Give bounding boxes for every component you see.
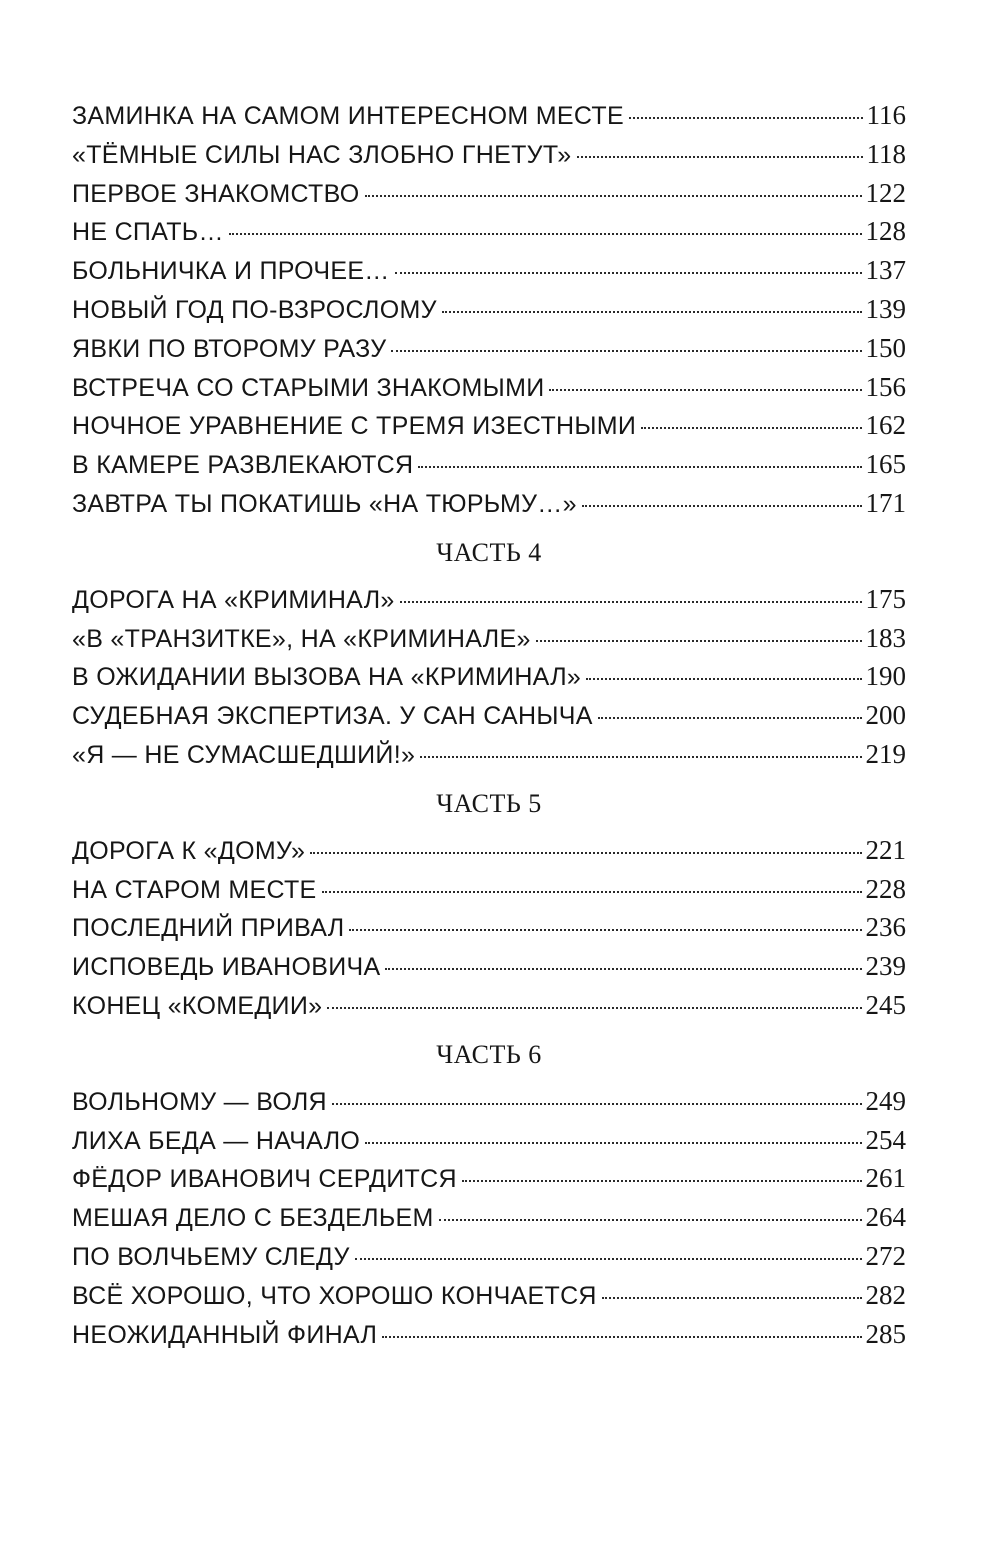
toc-entry-title: НЕОЖИДАННЫЙ ФИНАЛ [72, 1320, 378, 1349]
toc-entry [72, 1241, 906, 1280]
toc-entry-title: «Я — НЕ СУМАСШЕДШИЙ!» [72, 740, 416, 769]
toc-entry-page: 139 [865, 293, 906, 324]
toc-entry-page: 156 [865, 371, 906, 402]
toc-entry [72, 1280, 906, 1319]
dot-leader [439, 1219, 862, 1221]
dot-leader [641, 427, 861, 429]
toc-entry-page: 165 [865, 449, 906, 480]
toc-entry-title: В ОЖИДАНИИ ВЫЗОВА НА «КРИМИНАЛ» [72, 663, 582, 692]
toc-entry-title: ПО ВОЛЧЬЕМУ СЛЕДУ [72, 1242, 350, 1271]
toc-entry [72, 372, 906, 411]
toc-entry-title: ВСТРЕЧА СО СТАРЫМИ ЗНАКОМЫМИ [72, 373, 545, 402]
toc-entry-page: 245 [865, 989, 906, 1020]
dot-leader [385, 968, 861, 970]
toc-entry-title: ВСЁ ХОРОШО, ЧТО ХОРОШО КОНЧАЕТСЯ [72, 1281, 597, 1310]
toc-entry [72, 255, 906, 294]
dot-leader [310, 852, 861, 854]
dot-leader [349, 929, 861, 931]
toc-entry-page: 236 [865, 912, 906, 943]
toc-entry-page: 239 [865, 951, 906, 982]
toc-entry-page: 254 [865, 1124, 906, 1155]
toc-entry [72, 661, 906, 700]
toc-entry [72, 739, 906, 778]
table-of-contents [72, 100, 906, 1357]
toc-entry-title: В КАМЕРЕ РАЗВЛЕКАЮТСЯ [72, 451, 414, 480]
toc-section-part-5 [72, 785, 906, 1029]
dot-leader [382, 1336, 861, 1338]
toc-section-continued [72, 100, 906, 527]
toc-entry-title: ЛИХА БЕДА — НАЧАЛО [72, 1126, 361, 1155]
toc-entry [72, 912, 906, 951]
toc-entry-title: ДОРОГА НА «КРИМИНАЛ» [72, 585, 395, 614]
toc-entry [72, 139, 906, 178]
toc-entry-title: БОЛЬНИЧКА И ПРОЧЕЕ… [72, 257, 390, 286]
toc-entry [72, 951, 906, 990]
toc-entry [72, 449, 906, 488]
toc-entry-title: ПЕРВОЕ ЗНАКОМСТВО [72, 179, 360, 208]
toc-entry-page: 249 [865, 1085, 906, 1116]
toc-entry [72, 1163, 906, 1202]
part-heading: ЧАСТЬ 5 [436, 788, 542, 818]
toc-entry-page: 175 [865, 583, 906, 614]
dot-leader [327, 1007, 861, 1009]
toc-entry-page: 116 [866, 100, 906, 130]
toc-entry-title: ЗАВТРА ТЫ ПОКАТИШЬ «НА ТЮРЬМУ…» [72, 489, 577, 518]
toc-entry-page: 261 [865, 1163, 906, 1194]
toc-entry-page: 221 [865, 834, 906, 865]
toc-entry-title: ЯВКИ ПО ВТОРОМУ РАЗУ [72, 334, 387, 363]
toc-entry-page: 285 [865, 1318, 906, 1349]
dot-leader [536, 640, 862, 642]
toc-entry-page: 282 [865, 1279, 906, 1310]
toc-entry [72, 216, 906, 255]
toc-entry-title: НОВЫЙ ГОД ПО-ВЗРОСЛОМУ [72, 295, 437, 324]
toc-entry [72, 990, 906, 1029]
toc-entry [72, 488, 906, 527]
toc-entry-title: НА СТАРОМ МЕСТЕ [72, 875, 317, 904]
dot-leader [332, 1103, 862, 1105]
toc-entry-title: ПОСЛЕДНИЙ ПРИВАЛ [72, 914, 345, 943]
toc-entry [72, 584, 906, 623]
toc-entry-title: «В «ТРАНЗИТКЕ», НА «КРИМИНАЛЕ» [72, 624, 531, 653]
toc-entry-page: 183 [865, 622, 906, 653]
toc-entry-page: 219 [865, 738, 906, 769]
toc-entry-title: НОЧНОЕ УРАВНЕНИЕ С ТРЕМЯ ИЗЕСТНЫМИ [72, 412, 637, 441]
toc-entry-title: ВОЛЬНОМУ — ВОЛЯ [72, 1087, 327, 1116]
toc-section-part-6 [72, 1036, 906, 1358]
toc-entry-title: МЕШАЯ ДЕЛО С БЕЗДЕЛЬЕМ [72, 1204, 434, 1233]
toc-entry-title: ЗАМИНКА НА САМОМ ИНТЕРЕСНОМ МЕСТЕ [72, 102, 624, 130]
dot-leader [598, 717, 862, 719]
dot-leader [365, 1142, 861, 1144]
dot-leader [629, 117, 863, 119]
toc-entry [72, 1202, 906, 1241]
toc-entry-title: ИСПОВЕДЬ ИВАНОВИЧА [72, 953, 381, 982]
toc-entry [72, 623, 906, 662]
dot-leader [420, 756, 861, 758]
toc-entry [72, 1086, 906, 1125]
toc-entry [72, 874, 906, 913]
dot-leader [462, 1180, 862, 1182]
toc-entry-page: 171 [865, 487, 906, 518]
dot-leader [355, 1258, 862, 1260]
toc-entry-page: 190 [865, 661, 906, 692]
dot-leader [549, 389, 861, 391]
part-heading: ЧАСТЬ 4 [436, 537, 542, 567]
toc-entry [72, 410, 906, 449]
toc-entry-page: 264 [865, 1202, 906, 1233]
dot-leader [586, 678, 861, 680]
dot-leader [365, 195, 862, 197]
toc-entry-page: 128 [865, 216, 906, 247]
toc-entry [72, 1125, 906, 1164]
toc-entry [72, 700, 906, 739]
toc-entry-page: 272 [865, 1240, 906, 1271]
dot-leader [395, 272, 862, 274]
dot-leader [577, 156, 863, 158]
toc-section-part-4 [72, 534, 906, 778]
toc-entry-page: 122 [865, 177, 906, 208]
toc-entry-title: НЕ СПАТЬ… [72, 218, 224, 247]
toc-entry-title: КОНЕЦ «КОМЕДИИ» [72, 991, 323, 1020]
toc-entry-page: 150 [865, 332, 906, 363]
toc-entry-page: 228 [865, 873, 906, 904]
toc-entry-title: ДОРОГА К «ДОМУ» [72, 836, 306, 865]
toc-entry-page: 137 [865, 255, 906, 286]
toc-entry-title: «ТЁМНЫЕ СИЛЫ НАС ЗЛОБНО ГНЕТУТ» [72, 140, 572, 169]
part-heading: ЧАСТЬ 6 [436, 1039, 542, 1069]
dot-leader [602, 1297, 862, 1299]
toc-entry [72, 1319, 906, 1358]
toc-entry-page: 118 [866, 138, 906, 169]
dot-leader [442, 311, 862, 313]
toc-entry-title: ФЁДОР ИВАНОВИЧ СЕРДИТСЯ [72, 1165, 457, 1194]
dot-leader [400, 601, 862, 603]
toc-entry-page: 162 [865, 410, 906, 441]
dot-leader [322, 891, 862, 893]
dot-leader [229, 233, 862, 235]
toc-entry [72, 178, 906, 217]
toc-entry-page: 200 [865, 700, 906, 731]
dot-leader [418, 466, 861, 468]
toc-entry [72, 835, 906, 874]
dot-leader [391, 350, 861, 352]
toc-entry [72, 100, 906, 139]
toc-entry [72, 294, 906, 333]
toc-entry-title: СУДЕБНАЯ ЭКСПЕРТИЗА. У САН САНЫЧА [72, 702, 593, 731]
toc-entry [72, 333, 906, 372]
dot-leader [582, 505, 862, 507]
